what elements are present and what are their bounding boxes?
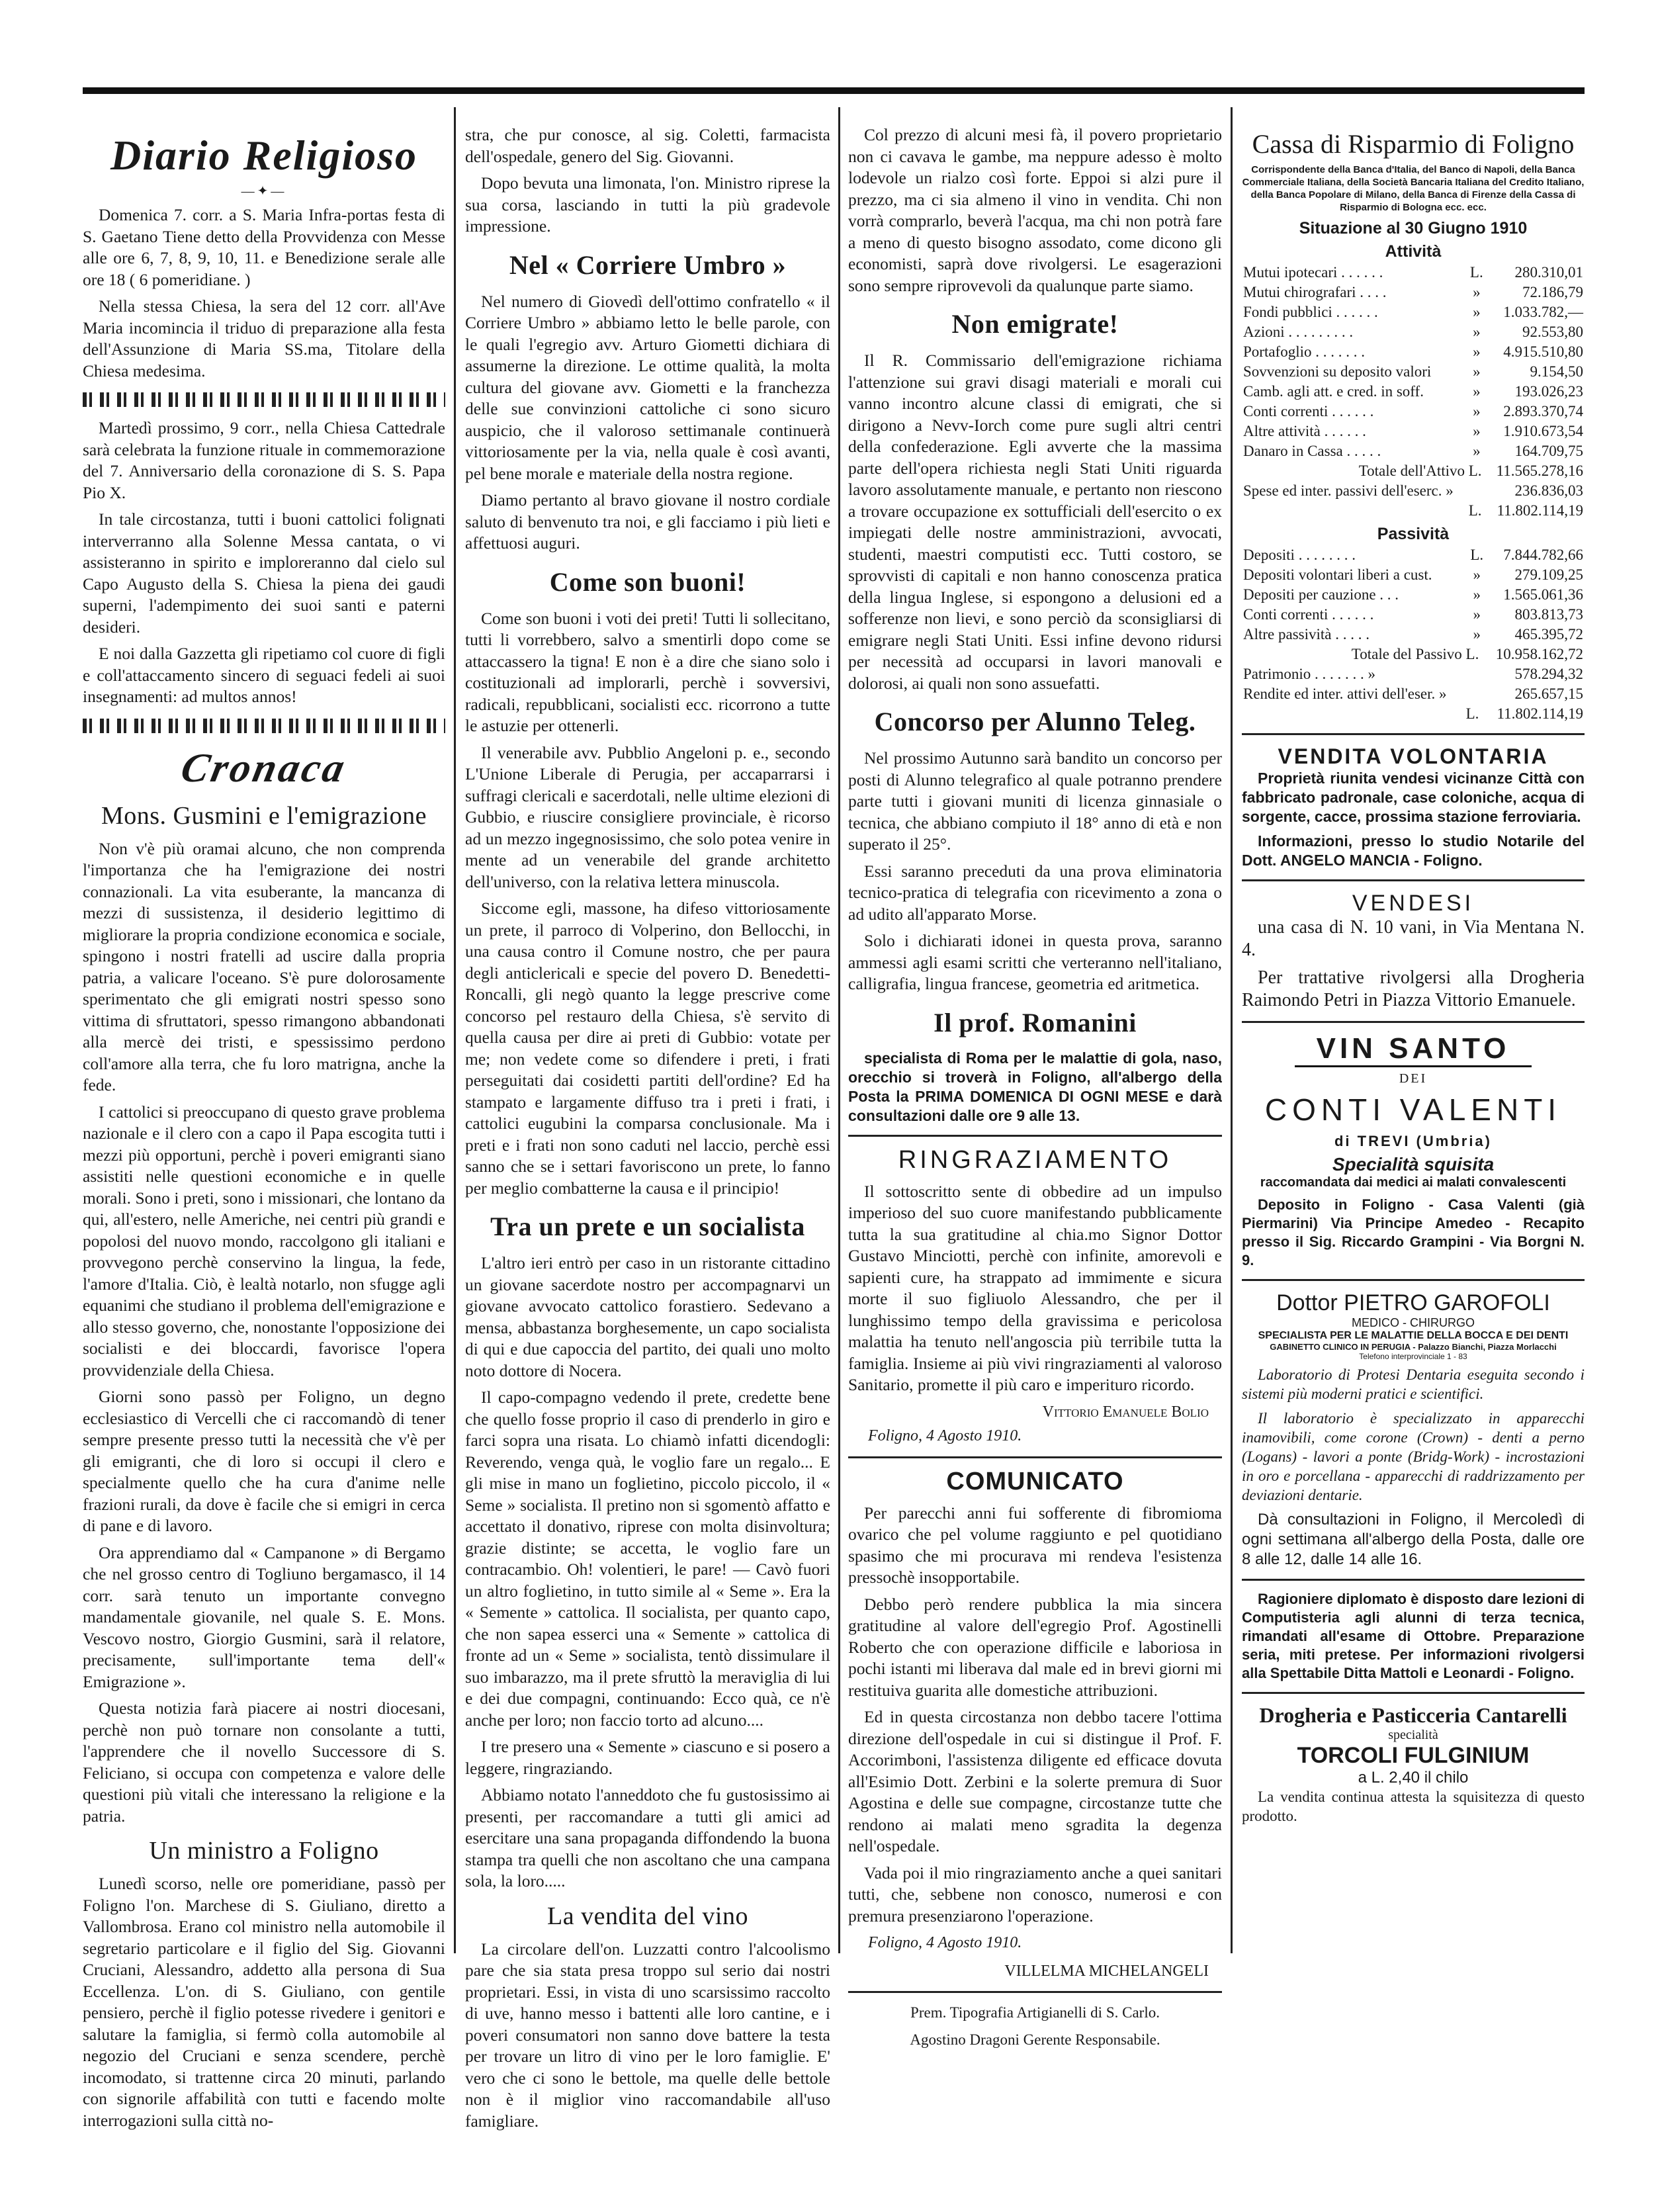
paragraph: Nel prossimo Autunno sarà bandito un concorso per posti di Alunno telegrafico al quale potranno prendere parte tutti i giovani muniti di licenza ginnasiale o tecnica, che abbiano compiuto il 18° anno di età e non superato il 25°. xyxy=(848,748,1222,854)
garofoli-title: Dottor PIETRO GAROFOLI xyxy=(1276,1290,1550,1315)
cell-cur: » xyxy=(1473,443,1481,459)
cell-label: Altre passività . . . . . xyxy=(1243,626,1370,642)
passivita-heading: Passività xyxy=(1377,525,1450,543)
paragraph: Dà consultazioni in Foligno, il Mercoledì di ogni settimana all'albergo della Posta, dalle ore 8 alle 12, dalle 14 alle 16. xyxy=(1242,1511,1585,1568)
rendite-label: Rendite ed inter. attivi dell'eser. » xyxy=(1243,686,1447,702)
column-2 xyxy=(465,124,830,2137)
passivita-table xyxy=(1242,545,1585,644)
cronaca-masthead: Cronaca xyxy=(177,745,351,791)
cassa-subtitle: Corrispondente della Banca d'Italia, del Banco di Napoli, della Banca Commerciale Italiana, della Società Bancaria Italiana del Credito Italiano, della Banca Popolare di Milano, della Banca di Firenze della Cassa di Risparmio di Bologna ecc. ecc. xyxy=(1242,164,1585,213)
paragraph: Domenica 7. corr. a S. Maria Infra-portas festa di S. Gaetano Tiene detto della Provvidenza con Messe alle ore 6, 7, 8, 9, 10, 11. e Benedizione serale alle ore 18 ( 6 pomeridiane. ) xyxy=(83,205,445,289)
cell-value: 1.565.061,36 xyxy=(1503,586,1583,603)
cell-cur: » xyxy=(1473,626,1481,642)
cell-value: 1.033.782,— xyxy=(1503,304,1583,320)
cell-cur: » xyxy=(1473,586,1481,603)
torcoli-title: TORCOLI FULGINIUM xyxy=(1297,1743,1530,1768)
cell-label: Mutui chirografari . . . . xyxy=(1243,284,1387,300)
cell-value: 280.310,01 xyxy=(1514,264,1583,281)
cell-cur: » xyxy=(1473,606,1481,623)
paragraph: La circolare dell'on. Luzzatti contro l'alcoolismo pare che sia stata presa troppo sul serio dai nostri proprietari. Essi, in vista di uno scarsissimo raccolto di uve, hanno messo i battenti alle loro cantine, e i poveri consumatori non sanno dove battere la testa per trovare un litro di vino per le loro famiglie. E' vero che ci sono le bettole, ma quelle delle bettole non è il miglior vino raccomandabile all'uso famigliare. xyxy=(465,1939,830,2131)
paragraph: Per parecchi anni fui sofferente di fibromioma ovarico che pel volume raggiunto e pel quotidiano spasimo che mi procurava mi rendeva l'esistenza pressochè insopportabile. xyxy=(848,1503,1222,1587)
cell-label: Conti correnti . . . . . . xyxy=(1243,403,1374,420)
table-row xyxy=(1242,322,1585,342)
cell-cur: » xyxy=(1473,304,1481,320)
cell-value: 803.813,73 xyxy=(1514,606,1583,623)
totale-cur: L. xyxy=(1468,502,1482,519)
paragraph: Il capo-compagno vedendo il prete, credette bene che quello fosse proprio il caso di prenderlo in giro e farci sopra una risata. Lo chiamò infatti dicendogli: Reverendo, venga quà, le voglio fare un regalo... E gli mise in mano un foglietino, piccolo piccolo, il « Seme » socialista. Il pretino non si sgomentò affatto e accettato il donativo, riprese con molta disinvoltura; grazie distinte; se accetta, le voglio fare un contracambio. Oh! volentieri, le pare! — Cavò fuori un altro foglietino, in tutto simile al « Seme ». Era la « Semente » cattolica. Il socialista, per quanto capo, che non sapea esserci una « Semente » cattolica di fronte ad un « Seme » socialista, tentò dissimulare il suo imbarazzo, ma il prete sfruttò la meraviglia di lui e dei due compagni, continuando: Ecco quà, ce n'è anche per loro; non faccio torto ad alcuno.... xyxy=(465,1388,830,1730)
cell-cur: » xyxy=(1473,284,1481,300)
totals-table xyxy=(1242,644,1585,724)
paragraph: E noi dalla Gazzetta gli ripetiamo col cuore di figli e coll'attaccamento sincero di seguaci fedeli ai suoi insegnamenti: ad multos annos! xyxy=(83,644,445,706)
paragraph: Dopo bevuta una limonata, l'on. Ministro riprese la sua corsa, lasciando in tutti la più gradevole impressione. xyxy=(465,173,830,236)
column-rule xyxy=(1231,107,1233,1953)
table-row xyxy=(1242,283,1585,302)
cell-value: 279.109,25 xyxy=(1514,566,1583,583)
attivita-heading: Attività xyxy=(1385,242,1442,261)
cell-value: 2.893.370,74 xyxy=(1503,403,1583,420)
table-row xyxy=(1242,402,1585,421)
paragraph: Il venerabile avv. Pubblio Angeloni p. e., secondo L'Unione Liberale di Perugia, per accaparrarsi i suffragi clericali e sacerdotali, nelle ultime elezioni di Gubbio, e riuscire consigliere provinciale, è ricorso ad un mezzo ingegnosissimo, che solo potea venire in mente ad un venerabile del grande architetto dell'universo, con la relativa lettera minuscola. xyxy=(465,742,830,891)
paragraph: Informazioni, presso lo studio Notarile del Dott. ANGELO MANCIA - Foligno. xyxy=(1242,832,1585,869)
paragraph: Il laboratorio è specializzato in apparecchi inamovibili, come corone (Crown) - denti a perno (Logans) - lavori a ponte (Bridg-Work) - incrostazioni in oro e porcellana - apparecchi di raddrizzamento per deviazioni dentarie. xyxy=(1242,1410,1585,1503)
article-title: Come son buoni! xyxy=(549,566,746,597)
cell-label: Azioni . . . . . . . . . xyxy=(1243,324,1354,340)
cell-value: 1.910.673,54 xyxy=(1503,423,1583,439)
conti-valenti: CONTI VALENTI xyxy=(1264,1092,1562,1127)
vinsanto-dei: DEI xyxy=(1399,1071,1428,1086)
paragraph: Questa notizia farà piacere ai nostri diocesani, perchè non può tornare non consolante a tutti, l'apprendere che il novello Successore di S. Feliciano, si occupa con competenza e valore delle questioni più vitali che interessano la religione e la patria. xyxy=(83,1699,445,1826)
patrimonio: 578.294,32 xyxy=(1514,666,1583,682)
totale: 11.802.114,19 xyxy=(1497,502,1583,519)
paragraph: Vada poi il mio ringraziamento anche a quei sanitari tutti, che, sebbene non conosco, numerosi e con premura presenziarono l'operazione. xyxy=(848,1863,1222,1925)
paragraph: Non v'è più oramai alcuno, che non comprenda l'importanza che ha l'emigrazione dei nostri connazionali. La vita esuberante, la mancanza di mezzi di sussistenza, il desiderio legittimo di migliorare la propria condizione economica e sociale, spingono i nostri fratelli ad uscire dalla propria patria, a valicare l'oceano. S'è pure dolorosamente sperimentato che gli emigrati nostri spesso sono vittima di sfruttatori, spesso rimangono abbandonati alla mercè dei tristi, e spessissimo perdono coll'amore alla terra, che fu loro matrigna, anche la fede. xyxy=(83,838,445,1094)
divider xyxy=(1242,1579,1585,1581)
cell-label: Altre attività . . . . . . xyxy=(1243,423,1366,439)
paragraph: stra, che pur conosce, al sig. Coletti, farmacista dell'ospedale, genero del Sig. Giovanni. xyxy=(465,125,830,166)
cantarelli-title: Drogheria e Pasticceria Cantarelli xyxy=(1259,1703,1567,1727)
totale-passivo-label: Totale del Passivo L. xyxy=(1351,646,1479,662)
dateline: Foligno, 4 Agosto 1910. xyxy=(868,1427,1022,1444)
table-row xyxy=(1242,263,1585,283)
paragraph: Lunedì scorso, nelle ore pomeridiane, passò per Foligno l'on. Marchese di S. Giuliano, diretto a Vallombrosa. Erano col ministro nella automobile il segretario particolare e il figlio del Sig. Giovanni Cruciani, Alessandro, addetto alla persona di Sua Eccellenza. L'on. di S. Giuliano, con gentile pensiero, perchè il figlio potesse rivedere i genitori e salutare la famiglia, si fermò colla automobile al negozio del Cruciani e senza scendere, perchè incomodato, si trattenne circa 20 minuti, parlando con signorile affabilità con tutti e facendo molte interrogazioni sulla città no- xyxy=(83,1874,445,2130)
paragraph: Deposito in Foligno - Casa Valenti (già Piermarini) Via Principe Amedeo - Recapito presso il Sig. Riccardo Grampini - Via Borgni N. 9. xyxy=(1242,1196,1585,1268)
table-row xyxy=(1242,565,1585,585)
paragraph: Ora apprendiamo dal « Campanone » di Bergamo che nel grosso centro di Togliuno bergamasco, il 14 corr. sarà tenuto un importante convegno mandamentale giovanile, nel quale S. E. Mons. Vescovo nostro, Giorgio Gusmini, sarà il relatore, precisamente, sull'importante tema dell'« Emigrazione ». xyxy=(83,1542,445,1691)
cell-label: Portafoglio . . . . . . . xyxy=(1243,343,1365,360)
signature: VILLELMA MICHELANGELI xyxy=(1004,1962,1209,1980)
totale: 11.802.114,19 xyxy=(1497,705,1583,722)
divider xyxy=(1242,1279,1585,1281)
paragraph: I cattolici si preoccupano di questo grave problema nazionale e il clero con a capo il Papa escogita tutti i mezzi più opportuni, perchè i poveri emigranti siano assistiti nelle questioni economiche e in quelle morali. Sono i preti, sono i missionari, che lontano da qui, all'estero, nelle Americhe, nei centri più grandi e popolosi del nuovo mondo, raccolgono gli italiani e provvegono perchè conservino la lingua, la fede, l'amore d'Italia. Ciò, è lealtà notarlo, non sfugge agli equanimi che studiano il problema dell'emigrazione e allo stesso governo, che, nonostante l'opposizione dei socialisti e dei bloccardi, favorisce l'opera provvidenziale della Chiesa. xyxy=(83,1102,445,1380)
cell-label: Fondi pubblici . . . . . . xyxy=(1243,304,1378,320)
cell-cur: » xyxy=(1473,343,1481,360)
specialita-label: specialità xyxy=(1388,1728,1438,1742)
paragraph: La vendita continua attesta la squisitezza di questo prodotto. xyxy=(1242,1789,1585,1824)
article-title: Concorso per Alunno Teleg. xyxy=(874,707,1196,736)
cell-label: Mutui ipotecari . . . . . . xyxy=(1243,264,1383,281)
garofoli-sub: GABINETTO CLINICO IN PERUGIA - Palazzo Bianchi, Piazza Morlacchi xyxy=(1270,1342,1557,1352)
table-row xyxy=(1242,421,1585,441)
article-title: Il prof. Romanini xyxy=(934,1007,1137,1038)
cell-value: 193.026,23 xyxy=(1514,383,1583,400)
cell-label: Depositi volontari liberi a cust. xyxy=(1243,566,1432,583)
newspaper-page xyxy=(83,87,1585,2131)
spese: 236.836,03 xyxy=(1514,482,1583,499)
cell-cur: L. xyxy=(1469,264,1483,281)
paragraph: Debbo però rendere pubblica la mia sincera gratitudine al valore dell'egregio Prof. Agostinelli Roberto che con operazione difficile e laboriosa in pochi istanti mi liberava dal male ed in brevi giorni mi restituiva guarita alle domestiche attribuzioni. xyxy=(848,1594,1222,1700)
ringraziamento-title: RINGRAZIAMENTO xyxy=(898,1145,1172,1174)
column-rule xyxy=(454,107,456,1953)
paragraph: Il sottoscritto sente di obbedire ad un impulso imperioso del suo cuore manifestando pubblicamente tutta la sua gratitudine al chia.mo Signor Dottor Gustavo Minciotti, perchè con infinite, amorevoli e sapienti cure, ha strappato ad immimente e sicura morte il suo figliuolo Alessandro, che per il lunghissimo tempo della gravissima e pericolosa malattia ha tenuto nell'angoscia più terribile tutta la famiglia. Insieme ai più vivi ringraziamenti al valoroso Sanitario, promette il più caro e imperituro ricordo. xyxy=(848,1181,1222,1394)
totale-cur: L. xyxy=(1465,705,1479,722)
torcoli-price: a L. 2,40 il chilo xyxy=(1358,1769,1469,1787)
paragraph: Nella stessa Chiesa, la sera del 12 corr. all'Ave Maria incomincia il triduo di preparazione alla festa dell'Assunzione di Maria SS.ma, Titolare della Chiesa medesima. xyxy=(83,296,445,380)
article-title: Tra un prete e un socialista xyxy=(490,1212,805,1241)
cell-value: 9.154,50 xyxy=(1530,363,1583,380)
column-3 xyxy=(848,124,1222,2056)
patrimonio-label: Patrimonio . . . . . . . » xyxy=(1243,666,1375,682)
divider xyxy=(1242,1692,1585,1694)
divider xyxy=(1242,733,1585,735)
cell-cur: L. xyxy=(1470,547,1484,563)
column-1 xyxy=(83,124,445,2137)
rendite: 265.657,15 xyxy=(1514,686,1583,702)
totale-attivo: 11.565.278,16 xyxy=(1496,463,1583,479)
paragraph: Ragioniere diplomato è disposto dare lezioni di Computisteria agli alunni di terza tecnica, rimandati all'esame di Ottobre. Preparazione seria, miti pretese. Per informazioni rivolgersi alla Spettabile Ditta Mattoli e Leonardi - Foligno. xyxy=(1242,1591,1585,1681)
cell-cur: » xyxy=(1473,324,1481,340)
totale-passivo: 10.958.162,72 xyxy=(1495,646,1583,662)
cell-value: 72.186,79 xyxy=(1522,284,1583,300)
table-row xyxy=(1242,625,1585,644)
paragraph: L'altro ieri entrò per caso in un ristorante cittadino un giovane sacerdote nostro per accompagnarvi un giovane avvocato cattolico forastiero. Sedevano a mensa, abbastanza borghesemente, un capo socialista di qui e due capoccia del partito, dei quali uno molto noto dottore di Nocera. xyxy=(465,1253,830,1380)
cell-cur: » xyxy=(1473,423,1481,439)
cell-cur: » xyxy=(1473,383,1481,400)
paragraph: Laboratorio di Protesi Dentaria eseguita secondo i sistemi più moderni pratici e scientifici. xyxy=(1242,1366,1585,1402)
cell-label: Depositi per cauzione . . . xyxy=(1243,586,1399,603)
table-row xyxy=(1242,362,1585,382)
divider xyxy=(1242,879,1585,881)
table-row xyxy=(1242,342,1585,362)
printer-line: Prem. Tipografia Artigianelli di S. Carlo. xyxy=(910,2004,1160,2021)
specialita-line: Specialità squisita xyxy=(1332,1154,1495,1174)
paragraph: Per trattative rivolgersi alla Drogheria Raimondo Petri in Piazza Vittorio Emanuele. xyxy=(1242,967,1585,1010)
garofoli-tel: Telefono interprovinciale 1 - 83 xyxy=(1359,1352,1467,1361)
comunicato-title: COMUNICATO xyxy=(946,1467,1124,1495)
article-title: Mons. Gusmini e l'emigrazione xyxy=(101,801,427,830)
ornament: —✦— xyxy=(241,184,287,199)
dateline: Foligno, 4 Agosto 1910. xyxy=(868,1934,1022,1951)
cell-label: Camb. agli att. e cred. in soff. xyxy=(1243,383,1424,400)
cell-label: Depositi . . . . . . . . xyxy=(1243,547,1356,563)
garofoli-sub: SPECIALISTA PER LE MALATTIE DELLA BOCCA E DEI DENTI xyxy=(1258,1330,1569,1341)
paragraph: Come son buoni i voti dei preti! Tutti li sollecitano, tutti li vorrebbero, salvo a smentirli dopo come se attaccassero la tigna! E non è a dire che siano solo i costituzionali ad implorarli, perchè i sovversivi, radicali, repubblicani, socialisti ecc. ricorrono a tutte le astuzie per ottenerli. xyxy=(465,608,830,735)
paragraph: Giorni sono passò per Foligno, un degno ecclesiastico di Vercelli che ci raccomandò di tener sempre presente presso tutti la necessità che v'è per gli emigranti, che di loro si occupi il clero e specialmente quello che ha cura d'anime nelle frazioni rurali, da dove è facile che si emigri in cerca di pane e di lavoro. xyxy=(83,1387,445,1535)
raccomandata-line: raccomandata dai medici ai malati convalescenti xyxy=(1260,1175,1567,1190)
cell-cur: » xyxy=(1473,566,1481,583)
paragraph: una casa di N. 10 vani, in Via Mentana N. 4. xyxy=(1242,917,1585,960)
article-title: Non emigrate! xyxy=(951,309,1119,339)
table-row xyxy=(1242,585,1585,605)
manager-line: Agostino Dragoni Gerente Responsabile. xyxy=(910,2031,1160,2048)
signature: Vittorio Emanuele Bolio xyxy=(1042,1403,1209,1421)
vendita-title: VENDITA VOLONTARIA xyxy=(1278,744,1549,768)
paragraph: Solo i dichiarati idonei in questa prova, saranno ammessi agli esami scritti che verteranno nell'italiano, calligrafia, lingua francese, geometria ed aritmetica. xyxy=(848,931,1222,993)
cell-cur: » xyxy=(1473,403,1481,420)
table-row xyxy=(1242,441,1585,461)
paragraph: In tale circostanza, tutti i buoni cattolici folignati interverranno alla Solenne Messa cantata, o vi assisteranno in spirito e imploreranno dal cielo sul Capo Augusto della S. Chiesa la piena dei gaudi superni, l'adempimento dei suoi santi e paterni desideri. xyxy=(83,509,445,637)
situazione-heading: Situazione al 30 Giugno 1910 xyxy=(1299,219,1528,238)
diario-religioso-title: Diario Religioso xyxy=(110,132,418,179)
ornamental-border xyxy=(83,392,445,407)
divider xyxy=(848,1456,1222,1458)
vendesi-title: VENDESI xyxy=(1352,891,1475,916)
cell-label: Conti correnti . . . . . . xyxy=(1243,606,1374,623)
table-row xyxy=(1242,302,1585,322)
article-title: La vendita del vino xyxy=(547,1902,748,1930)
attivita-table xyxy=(1242,263,1585,461)
cell-value: 465.395,72 xyxy=(1514,626,1583,642)
paragraph: I tre presero una « Semente » ciascuno e si posero a leggere, ringraziando. xyxy=(465,1737,830,1778)
cassa-title: Cassa di Risparmio di Foligno xyxy=(1252,129,1575,159)
paragraph: Il R. Commissario dell'emigrazione richiama l'attenzione sui gravi disagi materiali e morali cui vanno incontro alcune classi di emigrati, che si dirigono a Nevv-Iorch come pure sugli altri centri della confederazione. Egli avverte che la massima parte dell'opera richiesta negli Stati Uniti riguarda lavoro assolutamente manuale, e pertanto non riescono a trovare occupazione ex sottufficiali dell'esercito o ex impiegati delle nostre amministrazioni, avvocati, studenti, maestri computisti ecc. Tutti costoro, se sprovvisti di capitali e non hanno conoscenza pratica della lingua Inglese, si espongono a delusioni ed a sofferenze non lievi, e sono perciò da sconsigliarsi di emigrare negli Stati Uniti. Essi infine devono ridursi per necessità ad occuparsi in lavori manovali e dolorosi, ai quali non sono assuefatti. xyxy=(848,351,1222,693)
top-rule xyxy=(83,87,1585,94)
paragraph: Essi saranno preceduti da una prova eliminatoria tecnico-pratica di telegrafia con ricevimento a zona o ad udito all'apparato Morse. xyxy=(848,861,1222,924)
cell-cur: » xyxy=(1473,363,1481,380)
totale-attivo-label: Totale dell'Attivo L. xyxy=(1358,463,1482,479)
paragraph: Proprietà riunita vendesi vicinanze Città con fabbricato padronale, case coloniche, acqua di sorgente, cacce, prossima stazione ferroviaria. xyxy=(1242,770,1585,825)
table-row xyxy=(1242,605,1585,625)
paragraph: Abbiamo notato l'anneddoto che fu gustosissimo ai presenti, per raccomandare a tutti gli amici ad esercitare una sana propaganda diffondendo la buona stampa tra quelli che non ascoltano che una campana sola, la loro..... xyxy=(465,1785,830,1890)
cell-value: 7.844.782,66 xyxy=(1503,547,1583,563)
cell-value: 92.553,80 xyxy=(1522,324,1583,340)
divider xyxy=(848,1135,1222,1137)
table-row xyxy=(1242,382,1585,402)
column-4 xyxy=(1242,124,1585,1831)
paragraph: Nel numero di Giovedì dell'ottimo confratello « il Corriere Umbro » abbiamo letto le belle parole, con le quali l'egregio avv. Arturo Giometti dichiara di assumerne la direzione. Le ottime qualità, la molta cultura del giovane avv. Giometti e la franchezza delle sue convinzioni cattoliche ci sono sicuro auspicio, che il valoroso settimanale continuerà vittoriosamente per la via, nella quale è così avanti, pel bene morale e materiale della nostra regione. xyxy=(465,291,830,483)
ornamental-border xyxy=(83,719,445,733)
totals-table xyxy=(1242,461,1585,521)
article-title: Nel « Corriere Umbro » xyxy=(509,249,787,280)
paragraph: Col prezzo di alcuni mesi fà, il povero proprietario non ci cavava le gambe, ma neppure adesso è molto lodevole un rialzo così forte. Eppoi si alzi pure il prezzo, ma ci sia almeno il vino in vendita. Chi non vorrà comprarlo, beverà l'acqua, ma chi non potrà fare a meno di questo bisogno assodato, come dicono gli economisti, saprà dove rivolgersi. Le esagerazioni sono sempre riprovevoli da qualunque parte siamo. xyxy=(848,125,1222,295)
paragraph: specialista di Roma per le malattie di gola, naso, orecchio si troverà in Foligno, all'albergo della Posta la PRIMA DOMENICA DI OGNI MESE e darà consultazioni dalle ore 9 alle 13. xyxy=(848,1049,1222,1124)
vinsanto-title: VIN SANTO xyxy=(1295,1032,1532,1067)
paragraph: Siccome egli, massone, ha difeso vittoriosamente un prete, il parroco di Volperino, don Bellocchi, in una causa contro il Comune nostro, che per paura degli anticlericali e specie del povero D. Benedetti-Roncalli, gli negò quanto la legge prescrive come concorso pel restauro della Chiesa, s'è servito di quella causa per dire ai preti di Gubbio: votate per me; non vedete come so difendere i preti, i frati perseguitati dai cosidetti partiti dell'ordine? Ed ha stampato e largamente diffuso tra i preti i frati, i cattolici eugubini la comparsa conclusionale. Ma i preti e i frati non sono caduti nel laccio, perchè essi sanno che se i settari favoriscono un prete, lo fanno per meglio combatterne la causa e il principio! xyxy=(465,899,830,1198)
paragraph: Ed in questa circostanza non debbo tacere l'ottima direzione dell'ospedale in cui si distingue il Prof. F. Accorimboni, l'assistenza diligente ed efficace dovuta all'Esimio Dott. Zerbini e la solerte premura di Suor Agostina e delle sue compagne, circostanze tutte che rendono ai malati meno sgradita la degenza nell'ospedale. xyxy=(848,1707,1222,1855)
paragraph: Diamo pertanto al bravo giovane il nostro cordiale saluto di benvenuto tra noi, e gli facciamo i più lieti e affettuosi auguri. xyxy=(465,490,830,553)
cell-label: Danaro in Cassa . . . . . xyxy=(1243,443,1381,459)
garofoli-sub: MEDICO - CHIRURGO xyxy=(1352,1316,1475,1329)
paragraph: Martedì prossimo, 9 corr., nella Chiesa Cattedrale sarà celebrata la funzione rituale in commemorazione del 7. Anniversario della coronazione di S. S. Papa Pio X. xyxy=(83,418,445,502)
column-rule xyxy=(838,107,840,1953)
spese-label: Spese ed inter. passivi dell'eserc. » xyxy=(1243,482,1454,499)
cell-value: 164.709,75 xyxy=(1514,443,1583,459)
divider xyxy=(848,1991,1222,1993)
article-title: Un ministro a Foligno xyxy=(149,1837,379,1865)
divider xyxy=(1242,1021,1585,1023)
table-row xyxy=(1242,545,1585,565)
cell-label: Sovvenzioni su deposito valori xyxy=(1243,363,1432,380)
trevi-line: di TREVI (Umbria) xyxy=(1334,1133,1492,1149)
cell-value: 4.915.510,80 xyxy=(1503,343,1583,360)
